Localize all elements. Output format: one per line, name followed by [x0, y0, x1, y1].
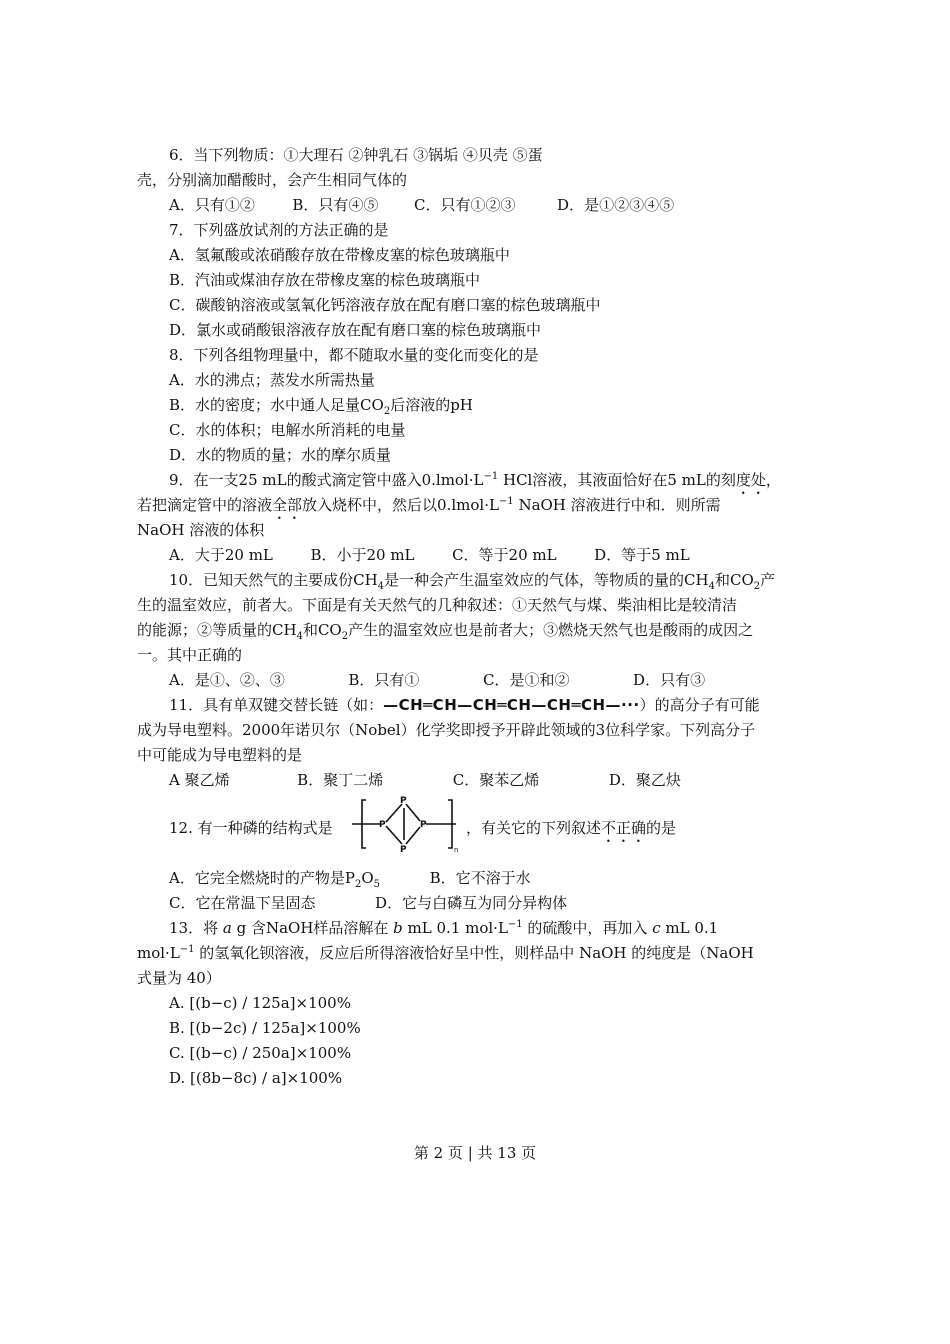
- q13-option-a: A. [(b−c) / 125a]×100%: [169, 994, 351, 1012]
- q10-stem-line2: 生的温室效应，前者大。下面是有关天然气的几种叙述：①天然气与煤、柴油相比是较清洁: [137, 596, 738, 614]
- q6-option-b: B．只有④⑤: [292, 196, 379, 214]
- q11-option-b: B．聚丁二烯: [297, 771, 384, 789]
- q10-option-b: B．只有①: [348, 671, 420, 689]
- conjugated-chain-formula: —CH═CH—CH═CH—CH═CH—···: [383, 696, 640, 714]
- q7-option-c: C．碳酸钠溶液或氢氧化钙溶液存放在配有磨口塞的棕色玻璃瓶中: [169, 296, 601, 314]
- q8-option-b: B．水的密度；水中通人足量$CO_2$后溶液的pH: [169, 396, 473, 417]
- q6-option-a: A．只有①②: [169, 196, 255, 214]
- p-atom-label: P: [420, 820, 427, 830]
- q13-option-c: C. [(b−c) / 250a]×100%: [169, 1044, 352, 1062]
- q7-stem: 7．下列盛放试剂的方法正确的是: [169, 221, 389, 239]
- q6-option-c: C．只有①②③: [414, 196, 516, 214]
- q10-stem-line4: 一。其中正确的: [137, 646, 243, 664]
- q6-stem-line1: 6．当下列物质：①大理石 ②钟乳石 ③锅垢 ④贝壳 ⑤蛋: [169, 146, 543, 164]
- q8-option-a: A．水的沸点；蒸发水所需热量: [169, 371, 375, 389]
- q13-stem-line2: $mol\cdot L^{-1}$ 的氢氧化钡溶液，反应后所得溶液恰好呈中性，则样品中 NaOH 的纯度是（NaOH: [137, 944, 754, 962]
- q7-option-a: A．氢氟酸或浓硝酸存放在带橡皮塞的棕色玻璃瓶中: [169, 246, 510, 264]
- q9-option-c: C．等于20 mL: [452, 546, 557, 564]
- q10-option-d: D．只有③: [633, 671, 706, 689]
- q8-stem: 8．下列各组物理量中，都不随取水量的变化而变化的是: [169, 346, 539, 364]
- emphasis-text: 不正确: [601, 819, 647, 837]
- p-atom-label: P: [379, 820, 386, 830]
- q11-stem-line3: 中可能成为导电塑料的是: [137, 746, 303, 764]
- q12-option-c: C．它在常温下呈固态: [169, 894, 316, 912]
- q10-option-a: A．是①、②、③: [169, 671, 285, 689]
- q6-options: [169, 194, 674, 216]
- emphasis-text: 度处: [735, 471, 766, 489]
- q11-option-d: D．聚乙炔: [608, 771, 681, 789]
- q10-options: [169, 669, 705, 691]
- q11-stem-line2: 成为导电塑料。2000年诺贝尔（Nobel）化学奖即授予开辟此领域的3位科学家。下列高分子: [137, 721, 756, 739]
- q9-stem-line3: NaOH 溶液的体积: [137, 521, 265, 539]
- q6-option-d: D．是①②③④⑤: [557, 196, 675, 214]
- q12-option-a: A．它完全燃烧时的产物是$P_2O_5$: [169, 869, 380, 890]
- repeat-n-label: n: [454, 846, 459, 854]
- q12-option-d: D．它与白磷互为同分异构体: [375, 894, 568, 912]
- q8-option-c: C．水的体积；电解水所消耗的电量: [169, 421, 406, 439]
- q11-options: [169, 769, 681, 791]
- q11-stem-line1: 11．具有单双键交替长链（如：—CH═CH—CH═CH—CH═CH—···）的高分子有可能: [169, 696, 760, 714]
- q13-option-d: D. [(8b−8c) / a]×100%: [169, 1069, 343, 1087]
- q6-stem-line2: 壳，分别滴加醋酸时，会产生相同气体的: [137, 171, 408, 189]
- q9-stem-line2: 若把滴定管中的溶液全部放入烧杯中，然后以$0.lmol\cdot L^{-1}$ NaOH 溶液进行中和．则所需: [137, 496, 721, 514]
- q7-option-d: D．氯水或硝酸银溶液存放在配有磨口塞的棕色玻璃瓶中: [169, 321, 542, 339]
- q9-option-d: D．等于5 mL: [594, 546, 690, 564]
- q8-option-d: D．水的物质的量；水的摩尔质量: [169, 446, 392, 464]
- q13-stem-line1: 13．将 a g 含NaOH样品溶解在 b mL 0.1 $mol\cdot L^{-1}$ 的硫酸中，再加入 c mL 0.1: [169, 919, 719, 937]
- q9-stem-line1: 9．在一支25 mL的酸式滴定管中盛入$0.lmol\cdot L^{-1}$ HCl溶液，其液面恰好在5 mL的刻度处，: [169, 471, 781, 489]
- q9-options: [169, 544, 690, 566]
- q13-option-b: B. [(b−2c) / 125a]×100%: [169, 1019, 361, 1037]
- page-number-footer: 第 2 页 | 共 13 页: [413, 1144, 537, 1162]
- q13-stem-line3: 式量为 40）: [137, 969, 221, 987]
- phosphorus-structure-diagram: [352, 794, 462, 854]
- p-atom-label: P: [400, 845, 407, 854]
- q10-stem-line3: 的能源；②等质量的$CH_4$和$CO_2$产生的温室效应也是前者大；③燃烧天然气也是酸雨的成因之: [137, 621, 754, 642]
- q10-stem-line1: 10．已知天然气的主要成份$CH_4$是一种会产生温室效应的气体，等物质的量的$CH_4$和$CO_2$产: [169, 571, 776, 592]
- q7-option-b: B．汽油或煤油存放在带橡皮塞的棕色玻璃瓶中: [169, 271, 481, 289]
- emphasis-text: 全部: [272, 496, 303, 514]
- q12-stem-post: ，有关它的下列叙述不正确的是: [466, 819, 677, 837]
- q12-options-row2: [169, 892, 567, 914]
- q11-option-c: C．聚苯乙烯: [452, 771, 540, 789]
- q9-option-a: A．大于20 mL: [169, 546, 273, 564]
- q11-option-a: A 聚乙烯: [169, 771, 230, 789]
- q12-option-b: B．它不溶于水: [429, 869, 531, 887]
- p-atom-label: P: [400, 796, 407, 806]
- q9-option-b: B．小于20 mL: [310, 546, 415, 564]
- q10-option-c: C．是①和②: [483, 671, 570, 689]
- q12-stem-pre: 12. 有一种磷的结构式是: [169, 819, 333, 837]
- q12-options-row1: [169, 867, 531, 889]
